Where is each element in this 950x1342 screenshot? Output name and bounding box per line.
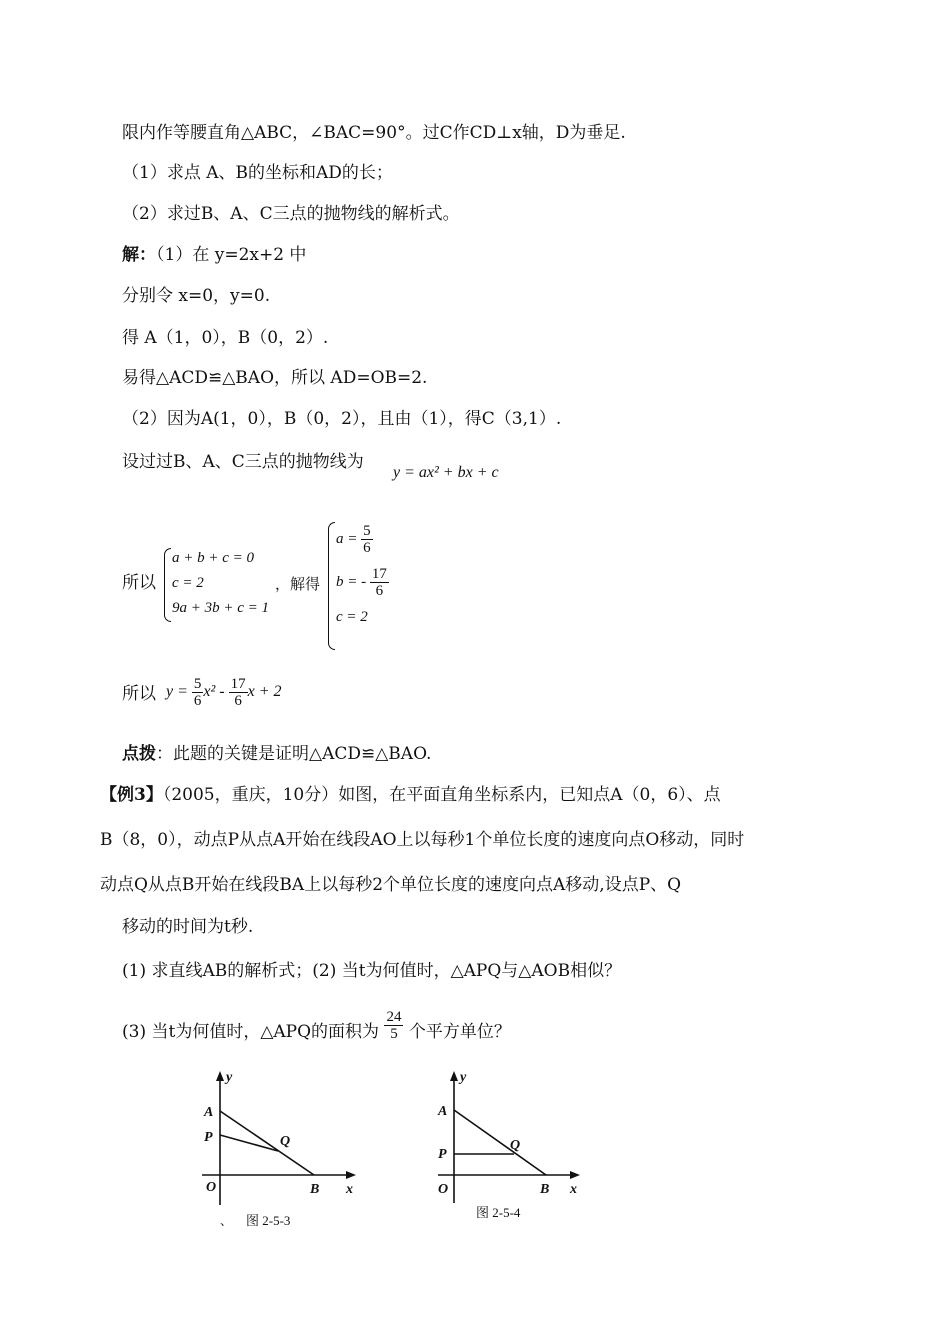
example-label: 【例3】 [100, 785, 163, 805]
problem-line-1: 限内作等腰直角△ABC，∠BAC=90°。过C作CD⊥x轴，D为垂足. [122, 123, 626, 143]
label-P: P [204, 1130, 213, 1145]
figure-caption-1: 图 2-5-3 [246, 1213, 291, 1228]
solution-colon: ： [139, 245, 156, 265]
label-O: O [206, 1180, 217, 1195]
segment-PQ [220, 1135, 278, 1151]
fraction-numerator: 17 [230, 676, 246, 692]
caption-mark: 、 [220, 1214, 233, 1228]
label-B: B [540, 1182, 550, 1197]
equation-2: c = 2 [172, 575, 204, 591]
label-Q: Q [280, 1134, 291, 1149]
segment-AB [220, 1111, 314, 1175]
question-3-fraction [384, 1009, 403, 1042]
x-axis-arrow [570, 1171, 580, 1179]
fraction-numerator: 24 [386, 1009, 402, 1025]
solution-line-3: 得 A（1，0），B（0，2）. [122, 328, 329, 348]
figure-2-5-3 [190, 1065, 370, 1235]
final-fraction-2 [229, 676, 248, 709]
parabola-formula: y = ax² + bx + c [393, 464, 499, 481]
label-x: x [346, 1182, 353, 1197]
system-brace [164, 548, 171, 622]
segment-AB [454, 1110, 546, 1175]
equation-3: 9a + 3b + c = 1 [172, 600, 270, 616]
fraction-numerator: 17 [371, 566, 387, 582]
solution-line-1 [122, 244, 306, 266]
solution-b [336, 566, 389, 599]
solution-a-lhs: a = [336, 530, 358, 547]
label-x: x [570, 1182, 577, 1197]
y-axis-arrow [450, 1071, 458, 1081]
example-line-3: 动点Q从点B开始在线段BA上以每秒2个单位长度的速度向点A移动,设点P、Q [100, 875, 682, 895]
label-B: B [310, 1182, 320, 1197]
label-O: O [438, 1182, 449, 1197]
solution-b-lhs: b = - [336, 573, 367, 590]
solution-label: 解 [122, 245, 139, 265]
fraction-numerator: 5 [363, 523, 371, 539]
solution-line-6: 设过过B、A、C三点的抛物线为 [122, 452, 364, 472]
question-3 [122, 1009, 511, 1043]
fraction-numerator: 5 [193, 676, 202, 692]
final-middle: x² - [203, 683, 225, 701]
solution-step-1: （1）在 y=2x+2 中 [156, 245, 307, 265]
example-line-2: B（8，0），动点P从点A开始在线段AO上以每秒1个单位长度的速度向点O移动，同时 [100, 830, 745, 850]
solution-line-2: 分别令 x=0，y=0. [122, 286, 271, 306]
final-end: x + 2 [247, 683, 282, 701]
solve-text: ，解得 [275, 575, 321, 593]
example-line-4: 移动的时间为t秒. [122, 917, 254, 937]
question-3-prefix: (3) 当t为何值时，△APQ的面积为 [122, 1022, 380, 1042]
question-3-suffix: 个平方单位？ [408, 1022, 511, 1042]
label-Q: Q [510, 1138, 521, 1153]
solution-c: c = 2 [336, 609, 368, 625]
question-1-2: (1) 求直线AB的解析式；(2) 当t为何值时，△APQ与△AOB相似？ [122, 961, 622, 981]
tip-label: 点拨 [122, 744, 156, 764]
fraction-denominator: 6 [363, 540, 371, 556]
fraction-denominator: 6 [375, 583, 384, 599]
label-A: A [204, 1105, 214, 1120]
tip-text: ：此题的关键是证明△ACD≌△BAO. [156, 744, 432, 764]
solution-line-5: （2）因为A(1，0），B（0，2），且由（1），得C（3,1）. [122, 409, 562, 429]
solution-line-4: 易得△ACD≌△BAO，所以 AD=OB=2. [122, 368, 428, 388]
final-formula [166, 676, 282, 709]
so-label-2: 所以 [122, 684, 156, 704]
solution-a-fraction [361, 523, 373, 556]
final-fraction-1 [192, 676, 204, 709]
label-y: y [226, 1070, 233, 1085]
tip-line [122, 743, 431, 765]
problem-part-2: （2）求过B、A、C三点的抛物线的解析式。 [122, 204, 460, 224]
fraction-denominator: 6 [193, 693, 202, 709]
example-line-1 [100, 784, 721, 806]
so-label-1: 所以 [122, 573, 156, 593]
fraction-denominator: 6 [234, 693, 242, 709]
figure-2-5-4 [428, 1065, 608, 1235]
equation-1: a + b + c = 0 [172, 550, 255, 566]
problem-part-1: （1）求点 A、B的坐标和AD的长； [122, 163, 393, 183]
example-text-1: （2005，重庆，10分）如图，在平面直角坐标系内，已知点A（0，6）、点 [162, 785, 721, 805]
fraction-denominator: 5 [390, 1026, 398, 1042]
solution-b-fraction [370, 566, 389, 599]
label-y: y [460, 1070, 467, 1085]
label-A: A [438, 1104, 448, 1119]
figure-caption-2: 图 2-5-4 [476, 1205, 521, 1220]
y-axis-arrow [216, 1071, 224, 1081]
final-lhs: y = [166, 683, 188, 701]
label-P: P [438, 1147, 447, 1162]
solution-a [336, 523, 373, 556]
x-axis-arrow [346, 1171, 356, 1179]
solution-brace [328, 522, 335, 650]
